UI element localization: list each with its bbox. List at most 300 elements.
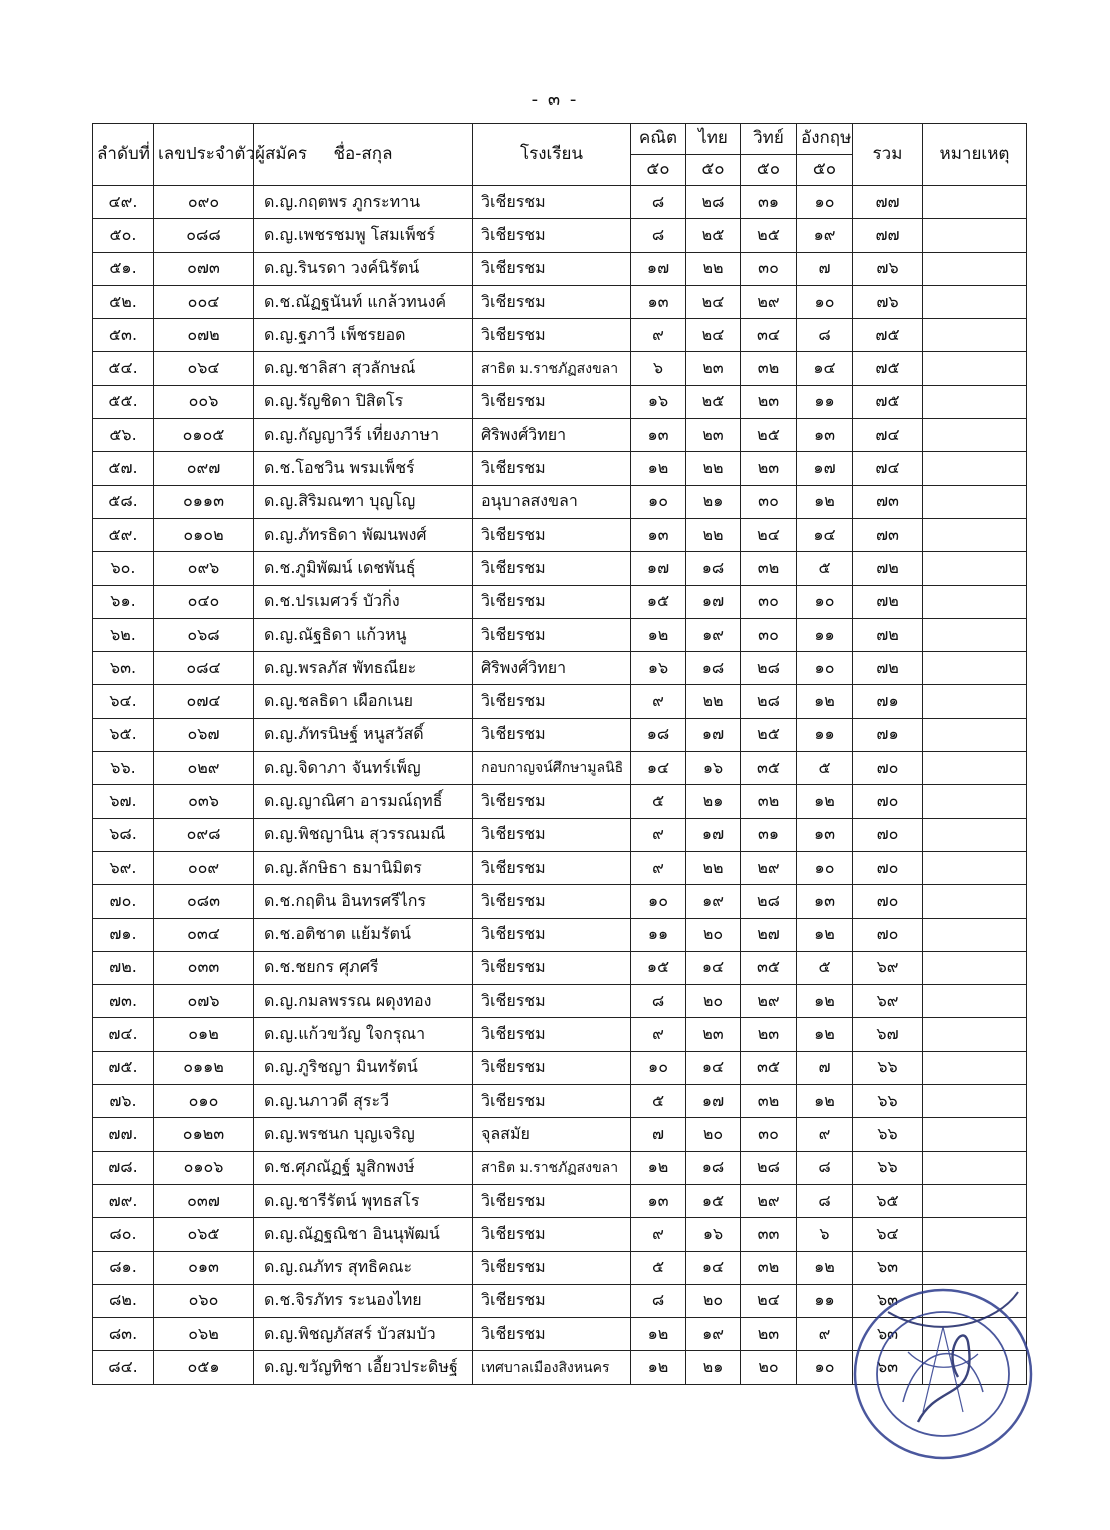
score-english: ๑๒ [797,1018,853,1051]
score-math: ๑๕ [631,951,686,984]
score-english: ๑๐ [797,851,853,884]
score-science: ๒๔ [741,518,797,551]
score-total: ๖๙ [853,951,923,984]
remark [923,1151,1027,1184]
header-eng-max: ๕๐ [797,155,853,186]
score-table [92,123,1027,1385]
student-name: ด.ญ.ฐภาวี เพ็ชรยอด [254,319,473,352]
table-row [93,319,1027,352]
row-number: ๕๘. [93,485,154,518]
score-english: ๑๒ [797,985,853,1018]
row-number: ๖๖. [93,752,154,785]
student-name: ด.ญ.กมลพรรณ ผดุงทอง [254,985,473,1018]
score-english: ๗ [797,252,853,285]
score-total: ๗๔ [853,452,923,485]
score-science: ๓๕ [741,951,797,984]
score-thai: ๒๕ [686,219,741,252]
score-total: ๖๓ [853,1318,923,1351]
student-name: ด.ญ.ภัทรธิดา พัฒนพงศ์ [254,518,473,551]
score-thai: ๑๙ [686,1318,741,1351]
score-science: ๓๓ [741,1218,797,1251]
score-thai: ๒๓ [686,1018,741,1051]
score-english: ๘ [797,1151,853,1184]
school-name: วิเชียรชม [473,452,631,485]
score-science: ๒๔ [741,1284,797,1317]
remark [923,818,1027,851]
remark [923,452,1027,485]
score-english: ๑๒ [797,685,853,718]
table-body [93,186,1027,1385]
score-science: ๓๑ [741,818,797,851]
score-thai: ๒๐ [686,1284,741,1317]
row-number: ๕๓. [93,319,154,352]
applicant-id: ๐๑๑๓ [154,485,254,518]
score-math: ๑๒ [631,452,686,485]
applicant-id: ๐๐๖ [154,385,254,418]
score-english: ๘ [797,1184,853,1217]
score-total: ๗๒ [853,552,923,585]
row-number: ๘๐. [93,1218,154,1251]
applicant-id: ๐๐๔ [154,285,254,318]
row-number: ๗๕. [93,1051,154,1084]
score-english: ๕ [797,951,853,984]
score-science: ๒๘ [741,652,797,685]
applicant-id: ๐๑๐ [154,1085,254,1118]
score-english: ๑๒ [797,785,853,818]
score-thai: ๒๒ [686,685,741,718]
score-math: ๖ [631,352,686,385]
school-name: วิเชียรชม [473,252,631,285]
applicant-id: ๐๖๘ [154,618,254,651]
score-science: ๓๒ [741,785,797,818]
table-row [93,385,1027,418]
student-name: ด.ช.อติชาต แย้มรัตน์ [254,918,473,951]
student-name: ด.ญ.นภาวดี สุระวี [254,1085,473,1118]
applicant-id: ๐๙๘ [154,818,254,851]
student-name: ด.ช.โอชวิน พรมเพ็ชร์ [254,452,473,485]
applicant-id: ๐๘๓ [154,885,254,918]
score-thai: ๑๔ [686,1051,741,1084]
student-name: ด.ญ.ชลธิดา เผือกเนย [254,685,473,718]
remark [923,1118,1027,1151]
score-total: ๖๕ [853,1184,923,1217]
student-name: ด.ช.ชยกร ศุภศรี [254,951,473,984]
remark [923,585,1027,618]
remark [923,885,1027,918]
remark [923,518,1027,551]
score-thai: ๑๗ [686,1085,741,1118]
applicant-id: ๐๘๔ [154,652,254,685]
score-total: ๖๖ [853,1151,923,1184]
score-thai: ๒๑ [686,1351,741,1384]
row-number: ๖๔. [93,685,154,718]
score-english: ๙ [797,1318,853,1351]
remark [923,186,1027,219]
score-english: ๑๑ [797,385,853,418]
table-row [93,1218,1027,1251]
row-number: ๕๐. [93,219,154,252]
school-name: วิเชียรชม [473,186,631,219]
remark [923,1184,1027,1217]
score-english: ๑๓ [797,885,853,918]
student-name: ด.ญ.ขวัญทิชา เอี้ยวประดิษฐ์ [254,1351,473,1384]
remark [923,285,1027,318]
score-math: ๑๔ [631,752,686,785]
header-total: รวม [853,124,923,186]
score-science: ๓๒ [741,552,797,585]
applicant-id: ๐๗๖ [154,985,254,1018]
score-english: ๕ [797,752,853,785]
score-math: ๑๗ [631,552,686,585]
applicant-id: ๐๗๔ [154,685,254,718]
school-name: อนุบาลสงขลา [473,485,631,518]
school-name: วิเชียรชม [473,818,631,851]
remark [923,552,1027,585]
applicant-id: ๐๐๙ [154,851,254,884]
table-row [93,186,1027,219]
applicant-id: ๐๑๐๕ [154,419,254,452]
school-name: เทศบาลเมืองสิงหนคร [473,1351,631,1384]
table-row [93,252,1027,285]
school-name: วิเชียรชม [473,885,631,918]
score-total: ๗๒ [853,585,923,618]
row-number: ๕๖. [93,419,154,452]
applicant-id: ๐๖๒ [154,1318,254,1351]
score-english: ๑๐ [797,652,853,685]
score-thai: ๑๘ [686,652,741,685]
student-name: ด.ญ.สิริมณฑา บุญโญ [254,485,473,518]
score-thai: ๑๘ [686,1151,741,1184]
score-science: ๓๐ [741,252,797,285]
school-name: วิเชียรชม [473,951,631,984]
student-name: ด.ช.ณัฏฐนันท์ แกล้วทนงค์ [254,285,473,318]
score-thai: ๒๓ [686,352,741,385]
score-english: ๑๓ [797,419,853,452]
score-science: ๓๐ [741,485,797,518]
applicant-id: ๐๓๖ [154,785,254,818]
score-english: ๖ [797,1218,853,1251]
score-english: ๑๗ [797,452,853,485]
score-science: ๒๗ [741,918,797,951]
table-row [93,951,1027,984]
row-number: ๗๓. [93,985,154,1018]
score-english: ๑๐ [797,285,853,318]
remark [923,752,1027,785]
score-total: ๖๔ [853,1218,923,1251]
score-science: ๒๓ [741,452,797,485]
student-name: ด.ญ.แก้วขวัญ ใจกรุณา [254,1018,473,1051]
score-math: ๗ [631,1118,686,1151]
score-thai: ๑๔ [686,951,741,984]
score-math: ๙ [631,1218,686,1251]
score-science: ๓๒ [741,1251,797,1284]
score-thai: ๑๗ [686,718,741,751]
score-math: ๕ [631,1251,686,1284]
school-name: วิเชียรชม [473,319,631,352]
table-row [93,285,1027,318]
score-thai: ๑๔ [686,1251,741,1284]
school-seal-stamp [848,1282,1038,1462]
score-thai: ๒๔ [686,319,741,352]
table-row [93,552,1027,585]
student-name: ด.ญ.พิชญานิน สุวรรณมณี [254,818,473,851]
student-name: ด.ญ.ณภัทร สุทธิคณะ [254,1251,473,1284]
applicant-id: ๐๓๗ [154,1184,254,1217]
table-row [93,918,1027,951]
score-thai: ๑๕ [686,1184,741,1217]
student-name: ด.ญ.ณัฏฐณิชา อินนุพัฒน์ [254,1218,473,1251]
score-total: ๗๒ [853,652,923,685]
remark [923,951,1027,984]
school-name: วิเชียรชม [473,1184,631,1217]
student-name: ด.ญ.ญาณิศา อารมณ์ฤทธิ์ [254,785,473,818]
score-thai: ๒๕ [686,385,741,418]
table-row [93,752,1027,785]
student-name: ด.ญ.ภูริชญา มินทรัตน์ [254,1051,473,1084]
score-math: ๑๖ [631,385,686,418]
header-eng: อังกฤษ [797,124,853,155]
score-math: ๑๒ [631,1151,686,1184]
score-math: ๙ [631,851,686,884]
score-math: ๙ [631,1018,686,1051]
score-math: ๑๒ [631,618,686,651]
student-name: ด.ช.ปรเมศวร์ บัวกิ่ง [254,585,473,618]
row-number: ๗๘. [93,1151,154,1184]
table-row [93,652,1027,685]
school-name: วิเชียรชม [473,385,631,418]
score-total: ๖๓ [853,1351,923,1384]
score-math: ๑๑ [631,918,686,951]
header-math: คณิต [631,124,686,155]
table-row [93,1151,1027,1184]
score-math: ๑๕ [631,585,686,618]
remark [923,485,1027,518]
student-name: ด.ญ.เพชรชมพู โสมเพ็ชร์ [254,219,473,252]
score-total: ๖๖ [853,1051,923,1084]
table-row [93,718,1027,751]
table-row [93,985,1027,1018]
row-number: ๗๙. [93,1184,154,1217]
applicant-id: ๐๙๗ [154,452,254,485]
score-math: ๑๐ [631,885,686,918]
score-english: ๑๑ [797,718,853,751]
score-thai: ๑๖ [686,752,741,785]
applicant-id: ๐๓๓ [154,951,254,984]
student-name: ด.ญ.พรชนก บุญเจริญ [254,1118,473,1151]
score-science: ๒๓ [741,1018,797,1051]
school-name: วิเชียรชม [473,285,631,318]
score-thai: ๒๒ [686,851,741,884]
score-science: ๒๙ [741,1184,797,1217]
school-name: วิเชียรชม [473,219,631,252]
school-name: จุลสมัย [473,1118,631,1151]
remark [923,618,1027,651]
score-thai: ๑๙ [686,618,741,651]
remark [923,718,1027,751]
row-number: ๖๗. [93,785,154,818]
score-math: ๘ [631,219,686,252]
score-english: ๘ [797,319,853,352]
score-math: ๕ [631,1085,686,1118]
student-name: ด.ญ.พิชญภัสสร์ บัวสมบัว [254,1318,473,1351]
row-number: ๕๕. [93,385,154,418]
score-science: ๓๐ [741,1118,797,1151]
applicant-id: ๐๗๒ [154,319,254,352]
score-total: ๗๓ [853,518,923,551]
row-number: ๗๑. [93,918,154,951]
remark [923,1251,1027,1284]
header-thai: ไทย [686,124,741,155]
applicant-id: ๐๙๖ [154,552,254,585]
score-science: ๒๙ [741,285,797,318]
score-total: ๗๗ [853,186,923,219]
score-math: ๑๖ [631,652,686,685]
remark [923,352,1027,385]
remark [923,652,1027,685]
table-row [93,452,1027,485]
row-number: ๖๒. [93,618,154,651]
score-total: ๖๓ [853,1284,923,1317]
row-number: ๕๗. [93,452,154,485]
score-science: ๓๕ [741,1051,797,1084]
score-total: ๗๖ [853,285,923,318]
score-thai: ๒๒ [686,252,741,285]
table-row [93,352,1027,385]
score-total: ๗๒ [853,618,923,651]
row-number: ๖๐. [93,552,154,585]
score-english: ๑๒ [797,918,853,951]
score-english: ๑๔ [797,352,853,385]
score-english: ๑๐ [797,585,853,618]
row-number: ๗๐. [93,885,154,918]
score-science: ๒๘ [741,685,797,718]
row-number: ๕๔. [93,352,154,385]
score-thai: ๒๑ [686,485,741,518]
score-total: ๗๐ [853,885,923,918]
applicant-id: ๐๖๐ [154,1284,254,1317]
remark [923,851,1027,884]
table-row [93,485,1027,518]
score-thai: ๒๘ [686,186,741,219]
score-english: ๑๒ [797,1251,853,1284]
score-thai: ๑๘ [686,552,741,585]
table-row [93,1118,1027,1151]
student-name: ด.ญ.พรลภัส พัทธณียะ [254,652,473,685]
student-name: ด.ญ.ลักษิธา ธมานิมิตร [254,851,473,884]
student-name: ด.ช.จิรภัทร ระนองไทย [254,1284,473,1317]
school-name: วิเชียรชม [473,851,631,884]
remark [923,219,1027,252]
row-number: ๖๙. [93,851,154,884]
school-name: วิเชียรชม [473,1218,631,1251]
student-name: ด.ญ.ณัฐธิดา แก้วหนู [254,618,473,651]
school-name: วิเชียรชม [473,918,631,951]
applicant-id: ๐๑๐๒ [154,518,254,551]
score-science: ๒๘ [741,885,797,918]
score-thai: ๒๒ [686,452,741,485]
score-thai: ๑๖ [686,1218,741,1251]
page-number: - ๓ - [531,89,579,110]
score-math: ๑๒ [631,1318,686,1351]
row-number: ๖๓. [93,652,154,685]
applicant-id: ๐๖๔ [154,352,254,385]
row-number: ๖๘. [93,818,154,851]
score-math: ๙ [631,685,686,718]
score-math: ๑๘ [631,718,686,751]
school-name: วิเชียรชม [473,1251,631,1284]
remark [923,785,1027,818]
header-note: หมายเหตุ [923,124,1027,186]
remark [923,385,1027,418]
remark [923,419,1027,452]
score-total: ๖๖ [853,1085,923,1118]
school-name: วิเชียรชม [473,1018,631,1051]
row-number: ๗๖. [93,1085,154,1118]
score-science: ๒๕ [741,419,797,452]
school-name: วิเชียรชม [473,1085,631,1118]
remark [923,685,1027,718]
row-number: ๕๑. [93,252,154,285]
score-english: ๑๑ [797,1284,853,1317]
student-name: ด.ญ.กัญญาวีร์ เที่ยงภาษา [254,419,473,452]
student-name: ด.ช.ศุภณัฏฐ์ มูสิกพงษ์ [254,1151,473,1184]
school-name: วิเชียรชม [473,685,631,718]
school-name: วิเชียรชม [473,1051,631,1084]
table-row [93,219,1027,252]
remark [923,319,1027,352]
score-science: ๒๙ [741,851,797,884]
remark [923,1051,1027,1084]
row-number: ๘๔. [93,1351,154,1384]
score-total: ๖๗ [853,1018,923,1051]
score-total: ๗๐ [853,752,923,785]
school-name: สาธิต ม.ราชภัฏสงขลา [473,352,631,385]
score-math: ๑๐ [631,485,686,518]
score-total: ๗๐ [853,785,923,818]
score-math: ๑๐ [631,1051,686,1084]
score-science: ๓๐ [741,618,797,651]
score-science: ๓๒ [741,352,797,385]
student-name: ด.ญ.ชาลิสา สุวลักษณ์ [254,352,473,385]
score-science: ๒๐ [741,1351,797,1384]
score-science: ๒๙ [741,985,797,1018]
table-row [93,518,1027,551]
score-english: ๑๒ [797,485,853,518]
applicant-id: ๐๑๒๓ [154,1118,254,1151]
header-sci-max: ๕๐ [741,155,797,186]
school-name: ศิริพงศ์วิทยา [473,419,631,452]
score-total: ๗๕ [853,352,923,385]
score-english: ๑๔ [797,518,853,551]
score-thai: ๒๐ [686,985,741,1018]
header-school: โรงเรียน [473,124,631,186]
score-math: ๑๗ [631,252,686,285]
school-name: สาธิต ม.ราชภัฏสงขลา [473,1151,631,1184]
applicant-id: ๐๓๔ [154,918,254,951]
school-name: วิเชียรชม [473,718,631,751]
row-number: ๖๕. [93,718,154,751]
table-row [93,1051,1027,1084]
score-science: ๓๕ [741,752,797,785]
applicant-id: ๐๔๐ [154,585,254,618]
school-name: วิเชียรชม [473,585,631,618]
score-total: ๗๖ [853,252,923,285]
score-total: ๖๓ [853,1251,923,1284]
row-number: ๘๒. [93,1284,154,1317]
score-total: ๗๓ [853,485,923,518]
score-english: ๑๐ [797,1351,853,1384]
school-name: กอบกาญจน์ศึกษามูลนิธิ [473,752,631,785]
